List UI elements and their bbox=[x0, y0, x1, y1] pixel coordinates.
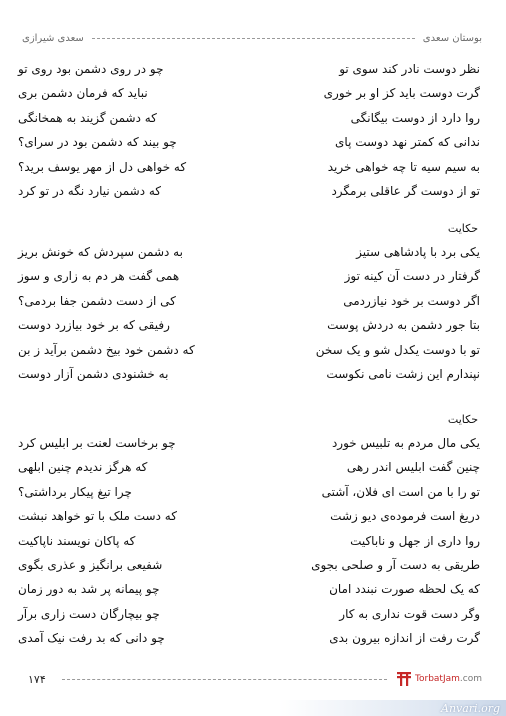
hemistich-second: چو بیند که دشمن بود در سرای؟ bbox=[18, 135, 177, 150]
hemistich-first: گرفتار در دست آن کینه توز bbox=[344, 269, 480, 284]
watermark-bar bbox=[0, 700, 506, 716]
verse-row bbox=[18, 460, 482, 484]
hemistich-second: چو بیچارگان دست زاری برآر bbox=[18, 606, 160, 621]
author-name: سعدی شیرازی bbox=[22, 32, 84, 44]
header-divider bbox=[92, 38, 415, 39]
hemistich-second: چو در روی دشمن بود روی تو bbox=[18, 62, 164, 76]
hemistich-second: کی از دست دشمن جفا بردمی؟ bbox=[18, 293, 176, 308]
hemistich-first: به سیم سیه تا چه خواهی خرید bbox=[327, 159, 480, 174]
verse-row bbox=[18, 558, 482, 582]
hemistich-second: که خواهی دل از مهر یوسف برید؟ bbox=[18, 159, 187, 174]
page-footer bbox=[28, 670, 482, 688]
hemistich-first: گرت رفت از اندازه بیرون بدی bbox=[329, 631, 480, 646]
verse-row bbox=[18, 160, 482, 184]
footer-divider bbox=[62, 679, 387, 680]
verse-row bbox=[18, 245, 482, 269]
hemistich-second: همی گفت هر دم به زاری و سوز bbox=[18, 269, 180, 284]
hemistich-second: که هرگز ندیدم چنین ابلهی bbox=[18, 460, 148, 475]
hemistich-second: که دشمن خود بیخ دشمن برآید ز بن bbox=[18, 342, 195, 357]
hemistich-first: ندانی که کمتر نهد دوست پای bbox=[335, 135, 480, 150]
hemistich-second: چو برخاست لعنت بر ابلیس کرد bbox=[18, 436, 176, 450]
hemistich-second: رفیقی که بر خود بیازرد دوست bbox=[18, 318, 170, 333]
hemistich-second: به دشمن سپردش که خونش بریز bbox=[18, 245, 183, 259]
verse-row bbox=[18, 111, 482, 135]
hemistich-first: یکی مال مردم به تلبیس خورد bbox=[331, 436, 480, 450]
hemistich-first: چنین گفت ابلیس اندر رهی bbox=[346, 460, 480, 475]
hemistich-first: تو را با من است ای فلان، آشتی bbox=[321, 484, 480, 499]
hemistich-second: که دشمن نیارد نگه در تو کرد bbox=[18, 183, 162, 198]
page-header bbox=[22, 30, 482, 46]
verse-row bbox=[18, 294, 482, 318]
hemistich-second: نباید که فرمان دشمن بری bbox=[18, 86, 148, 101]
verse-row bbox=[18, 534, 482, 558]
logo-mark-icon bbox=[395, 670, 413, 688]
hemistich-second: چرا تیغ پیکار برداشتی؟ bbox=[18, 484, 132, 499]
hemistich-first: بتا جور دشمن به دردش پوست bbox=[327, 318, 480, 333]
verse-row bbox=[18, 135, 482, 159]
hemistich-first: تو با دوست یکدل شو و یک سخن bbox=[315, 342, 480, 357]
hemistich-first: طریقی به دست آر و صلحی بجوی bbox=[311, 557, 480, 572]
hemistich-first: نظر دوست نادر کند سوی تو bbox=[339, 62, 480, 76]
verse-row bbox=[18, 269, 482, 293]
hemistich-first: روا دارد از دوست بیگانگی bbox=[350, 110, 480, 125]
book-title: بوستان سعدی bbox=[422, 32, 482, 44]
verse-row bbox=[18, 62, 482, 86]
hemistich-first: که یک لحظه صورت نبندد امان bbox=[329, 582, 480, 597]
hemistich-first: اگر دوست بر خود نیازردمی bbox=[343, 293, 480, 308]
hemistich-second: که دشمن گزیند به همخانگی bbox=[18, 110, 157, 125]
verse-row bbox=[18, 367, 482, 391]
site-logo[interactable] bbox=[395, 670, 482, 688]
hemistich-second: چو پیمانه پر شد به دور زمان bbox=[18, 582, 160, 597]
verse-row bbox=[18, 607, 482, 631]
verse-row bbox=[18, 509, 482, 533]
verse-row bbox=[18, 631, 482, 655]
poem-section-3 bbox=[18, 436, 482, 656]
hemistich-second: که دست ملک با تو خواهد نبشت bbox=[18, 509, 177, 524]
hemistich-second: به خشنودی دشمن آزار دوست bbox=[18, 366, 169, 381]
logo-domain: .com bbox=[459, 674, 482, 684]
logo-brand: TorbatJam bbox=[415, 674, 460, 684]
verse-row bbox=[18, 184, 482, 208]
verse-row bbox=[18, 485, 482, 509]
hemistich-first: دریغ است فرموده‌ی دیو زشت bbox=[330, 509, 480, 524]
hemistich-first: وگر دست قوت نداری به کار bbox=[339, 606, 480, 621]
verse-row bbox=[18, 436, 482, 460]
verse-row bbox=[18, 343, 482, 367]
section-title: حکایت bbox=[447, 222, 478, 235]
page-number: ۱۷۴ bbox=[28, 672, 46, 686]
verse-row bbox=[18, 318, 482, 342]
hemistich-second: شفیعی برانگیز و عذری بگوی bbox=[18, 557, 163, 572]
hemistich-first: روا داری از جهل و ناباکیت bbox=[350, 533, 480, 548]
verse-row bbox=[18, 582, 482, 606]
hemistich-first: یکی برد با پادشاهی ستیز bbox=[356, 245, 480, 259]
poem-section-1 bbox=[18, 62, 482, 208]
watermark-text: Anvari.org bbox=[441, 702, 500, 715]
verse-row bbox=[18, 86, 482, 110]
hemistich-first: نپندارم این زشت نامی نکوست bbox=[326, 366, 480, 381]
hemistich-first: تو از دوست گر عاقلی برمگرد bbox=[331, 183, 480, 198]
hemistich-second: چو دانی که بد رفت نیک آمدی bbox=[18, 631, 165, 646]
hemistich-second: که پاکان نویسند ناپاکیت bbox=[18, 533, 136, 548]
section-title: حکایت bbox=[447, 413, 478, 426]
poem-section-2 bbox=[18, 245, 482, 391]
hemistich-first: گرت دوست باید کز او بر خوری bbox=[323, 86, 480, 101]
